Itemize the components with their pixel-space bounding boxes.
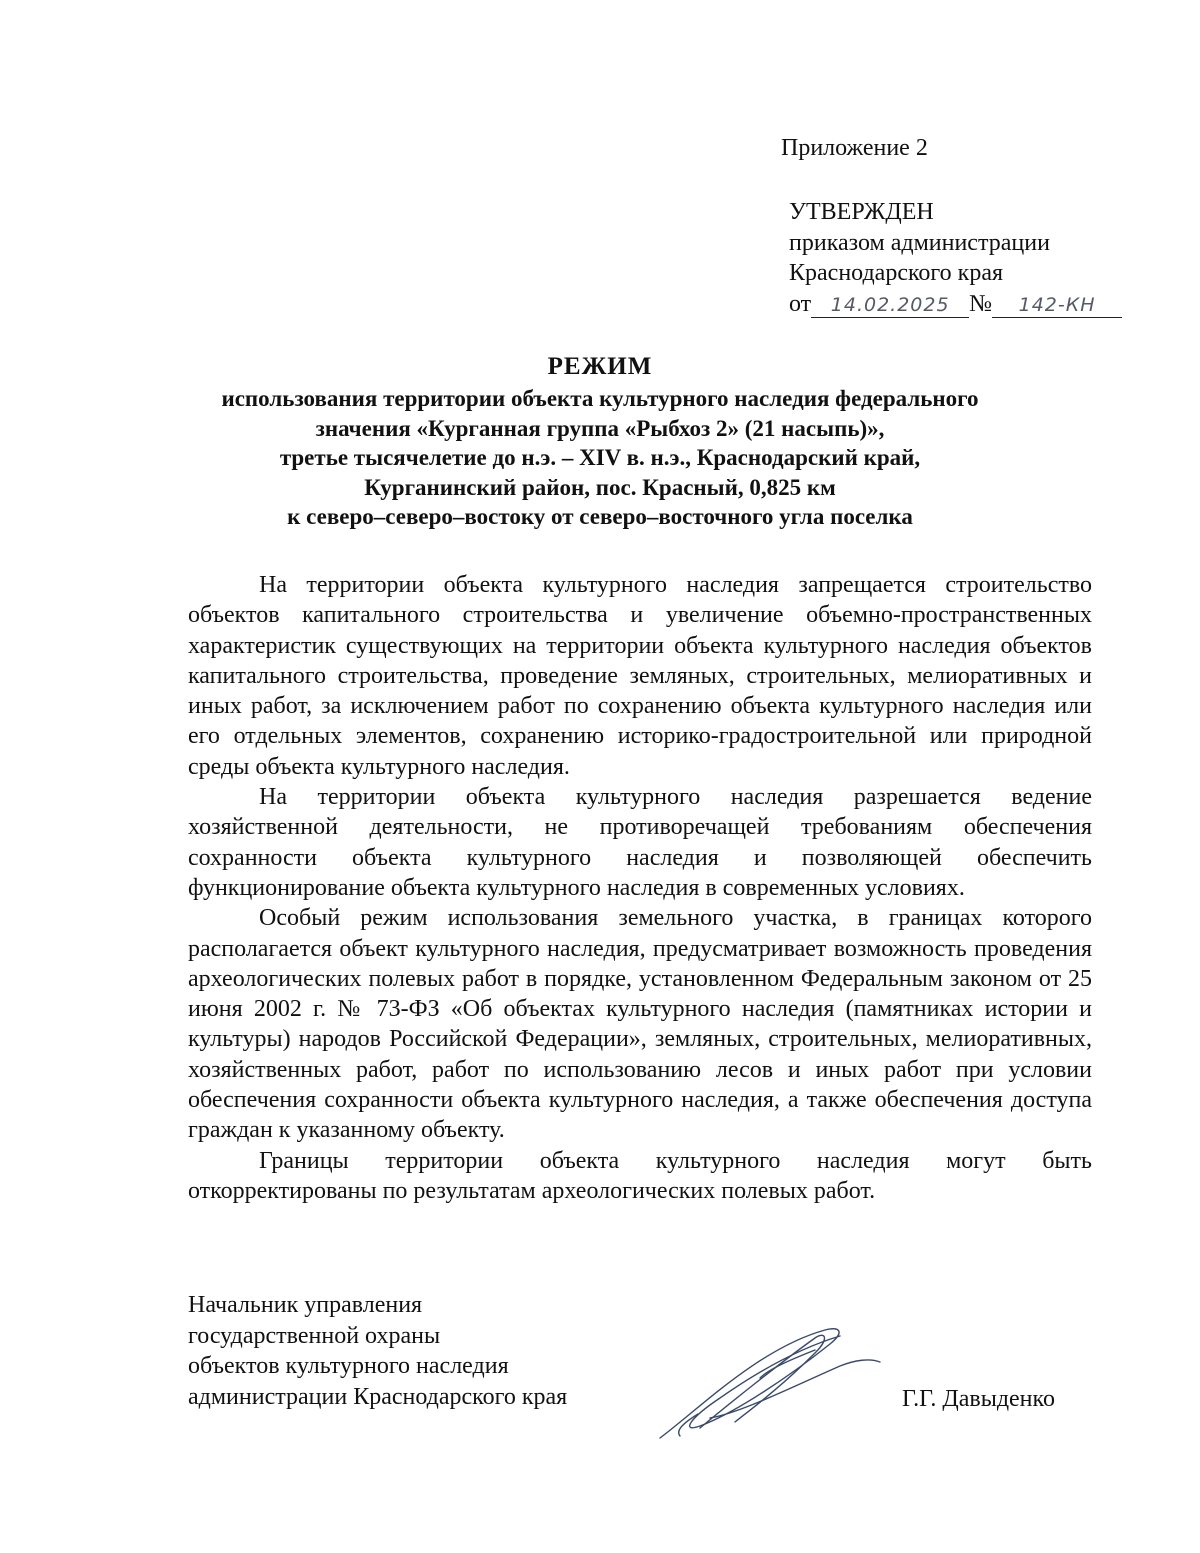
title-subtitle bbox=[150, 384, 1050, 532]
title-line-2: значения «Курганная группа «Рыбхоз 2» (21 насыпь)», bbox=[315, 415, 885, 441]
approval-block bbox=[789, 197, 1122, 319]
appendix-label: Приложение 2 bbox=[781, 135, 928, 161]
signatory-name: Г.Г. Давыденко bbox=[902, 1386, 1055, 1412]
approved-heading: УТВЕРЖДЕН bbox=[789, 199, 934, 225]
signatory-position bbox=[188, 1290, 567, 1412]
signatory-position-line-4: администрации Краснодарского края bbox=[188, 1383, 568, 1410]
date-prefix: от bbox=[789, 290, 812, 317]
title-line-4: Курганинский район, пос. Красный, 0,825 км bbox=[364, 474, 836, 500]
number-prefix: № bbox=[969, 290, 993, 317]
document-title bbox=[150, 352, 1050, 532]
title-line-1: использования территории объекта культурного наследия федерального bbox=[221, 386, 979, 411]
document-body bbox=[188, 570, 1092, 1206]
order-date-number-line bbox=[789, 289, 1122, 320]
approved-by-line-2: Краснодарского края bbox=[789, 260, 1004, 286]
title-main: РЕЖИМ bbox=[547, 353, 653, 380]
paragraph-boundaries: Границы территории объекта культурного наследия могут быть откорректированы по результатам археологических полевых работ. bbox=[188, 1147, 1092, 1204]
order-number-handwritten: 142-КН bbox=[992, 293, 1122, 318]
paragraph-prohibitions: На территории объекта культурного наследия запрещается строительство объектов капитального строительства и увеличение объемно-пространственных характеристик существующих на территории объекта культурного наследия объектов капитального строительства, проведение земляных, строительных, мелиоративных и иных работ, за исключением работ по сохранению объекта культурного наследия или его отдельных элементов, сохранению историко-градостроительной или природной среды объекта культурного наследия. bbox=[188, 572, 1092, 780]
signatory-position-line-3: объектов культурного наследия bbox=[188, 1353, 509, 1379]
title-line-5: к северо–северо–востоку от северо–восточного угла поселка bbox=[287, 504, 913, 529]
signatory-position-line-1: Начальник управления bbox=[188, 1292, 423, 1318]
approved-by-line-1: приказом администрации bbox=[789, 229, 1050, 256]
signatory-position-line-2: государственной охраны bbox=[188, 1322, 441, 1349]
title-line-3: третье тысячелетие до н.э. – XIV в. н.э., Краснодарский край, bbox=[279, 445, 921, 470]
handwritten-signature bbox=[640, 1318, 890, 1448]
order-date-handwritten: 14.02.2025 bbox=[811, 293, 969, 318]
paragraph-special-regime: Особый режим использования земельного участка, в границах которого располагается объект культурного наследия, предусматривает возможность проведения археологических полевых работ в порядке, установленном Федеральным законом от 25 июня 2002 г. № 73-ФЗ «Об объектах культурного наследия (памятниках истории и культуры) народов Российской Федерации», земляных, строительных, мелиоративных, хозяйственных работ, работ по использованию лесов и иных работ при условии обеспечения сохранности объекта культурного наследия, а также обеспечения доступа граждан к указанному объекту. bbox=[188, 905, 1092, 1144]
paragraph-permitted-activity: На территории объекта культурного наследия разрешается ведение хозяйственной деятельности, не противоречащей требованиям обеспечения сохранности объекта культурного наследия и позволяющей обеспечить функционирование объекта культурного наследия в современных условиях. bbox=[188, 784, 1092, 901]
